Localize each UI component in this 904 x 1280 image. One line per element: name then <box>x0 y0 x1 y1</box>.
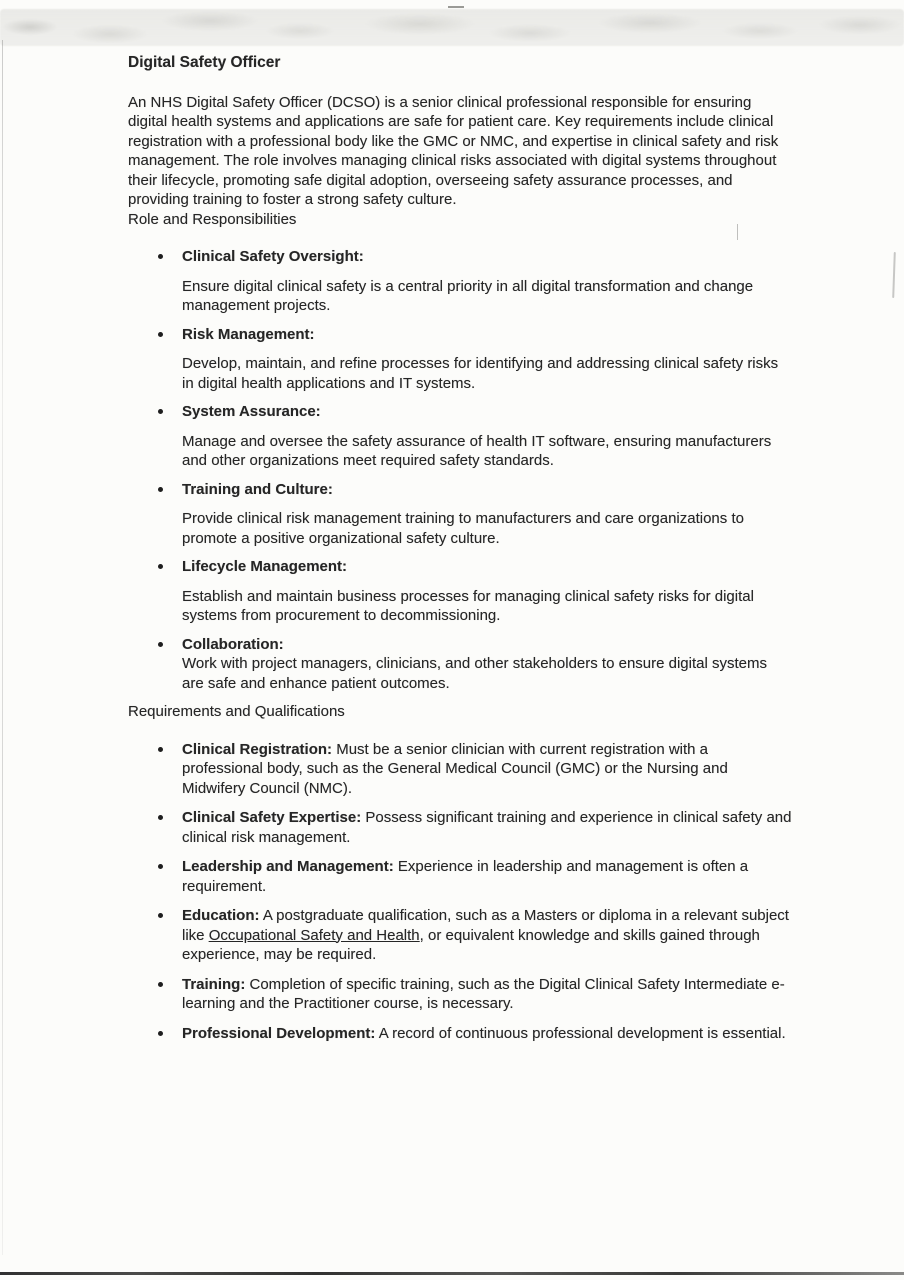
item-heading: System Assurance: <box>182 403 321 420</box>
bullet-icon <box>158 864 163 869</box>
bullet-icon <box>158 409 163 414</box>
bullet-icon <box>158 913 163 918</box>
scan-noise-band <box>0 9 904 46</box>
bullet-icon <box>158 642 163 647</box>
list-item <box>128 480 792 549</box>
scan-right-mark-artifact <box>892 252 896 298</box>
item-lead: Clinical Registration: <box>182 740 333 758</box>
list-item <box>128 247 792 316</box>
item-heading: Risk Management: <box>182 325 315 343</box>
list-item <box>128 975 792 1014</box>
item-text: A record of continuous professional development is essential. <box>375 1024 786 1042</box>
item-text: A postgraduate qualification, such as a Masters or diploma in a relevant subject like <box>182 907 789 944</box>
item-lead: Education: <box>182 907 260 924</box>
bullet-icon <box>158 1031 163 1036</box>
item-body: Ensure digital clinical safety is a central priority in all digital transformation and change management projects. <box>182 277 754 314</box>
item-body: Provide clinical risk management training to manufacturers and care organizations to promote a positive organizational safety culture. <box>182 510 744 547</box>
item-lead: Professional Development: <box>182 1024 376 1042</box>
item-heading: Training and Culture: <box>182 480 333 498</box>
list-item <box>128 1024 792 1044</box>
scan-top-dash-artifact <box>448 6 464 8</box>
item-heading: Lifecycle Management: <box>182 558 348 575</box>
bullet-icon <box>158 982 163 987</box>
item-text: , or equivalent knowledge and skills gained through experience, may be required. <box>182 926 760 963</box>
item-body: Manage and oversee the safety assurance of health IT software, ensuring manufacturers and other organizations meet required safety standards. <box>182 432 772 469</box>
item-body: Establish and maintain business processes for managing clinical safety risks for digital systems from procurement to decommissioning. <box>182 587 754 624</box>
item-text: Completion of specific training, such as the Digital Clinical Safety Intermediate e-learning and the Practitioner course, is necessary. <box>182 975 785 1012</box>
document-content <box>128 53 792 1053</box>
underlined-occupational-safety-text: Occupational Safety and Health <box>208 926 420 944</box>
item-body: Develop, maintain, and refine processes for identifying and addressing clinical safety risks in digital health applications and IT systems. <box>182 355 779 392</box>
section-heading-requirements-qualifications: Requirements and Qualifications <box>128 703 345 720</box>
bullet-icon <box>158 254 163 259</box>
responsibilities-list <box>128 247 792 693</box>
item-lead: Leadership and Management: <box>182 858 394 875</box>
page-title: Digital Safety Officer <box>128 54 281 71</box>
bullet-icon <box>158 487 163 492</box>
list-item <box>128 402 792 471</box>
list-item <box>128 740 792 799</box>
bullet-icon <box>158 747 163 752</box>
item-heading: Collaboration: <box>182 635 284 653</box>
item-text: Experience in leadership and management is often a requirement. <box>182 858 749 895</box>
list-item <box>128 635 792 694</box>
bullet-icon <box>158 332 163 337</box>
scan-bottom-edge-line <box>0 1272 904 1275</box>
scan-left-edge-artifact <box>2 40 3 1255</box>
item-lead: Training: <box>182 975 246 993</box>
item-heading: Clinical Safety Oversight: <box>182 248 364 265</box>
item-lead: Clinical Safety Expertise: <box>182 809 362 826</box>
requirements-list <box>128 740 792 1044</box>
section-heading-role-responsibilities: Role and Responsibilities <box>128 210 297 228</box>
item-text: Must be a senior clinician with current registration with a professional body, such as the General Medical Council (GMC) or the Nursing and Midwifery Council (NMC). <box>182 740 728 797</box>
list-item <box>128 325 792 394</box>
bullet-icon <box>158 815 163 820</box>
item-text: Possess significant training and experience in clinical safety and clinical risk management. <box>182 809 792 846</box>
bullet-icon <box>158 564 163 569</box>
list-item <box>128 906 792 965</box>
list-item <box>128 857 792 896</box>
list-item <box>128 808 792 847</box>
item-body: Work with project managers, clinicians, and other stakeholders to ensure digital systems are safe and enhance patient outcomes. <box>182 655 767 692</box>
list-item <box>128 557 792 626</box>
intro-paragraph: An NHS Digital Safety Officer (DCSO) is a senior clinical professional responsible for ensuring digital health systems and applications are safe for patient care. Key requirements include clinical registration with a professional body like the GMC or NMC, and expertise in clinical safety and risk management. The role involves managing clinical risks associated with digital systems throughout their lifecycle, promoting safe digital adoption, overseeing safety assurance processes, and providing training to foster a strong safety culture. <box>128 93 779 208</box>
